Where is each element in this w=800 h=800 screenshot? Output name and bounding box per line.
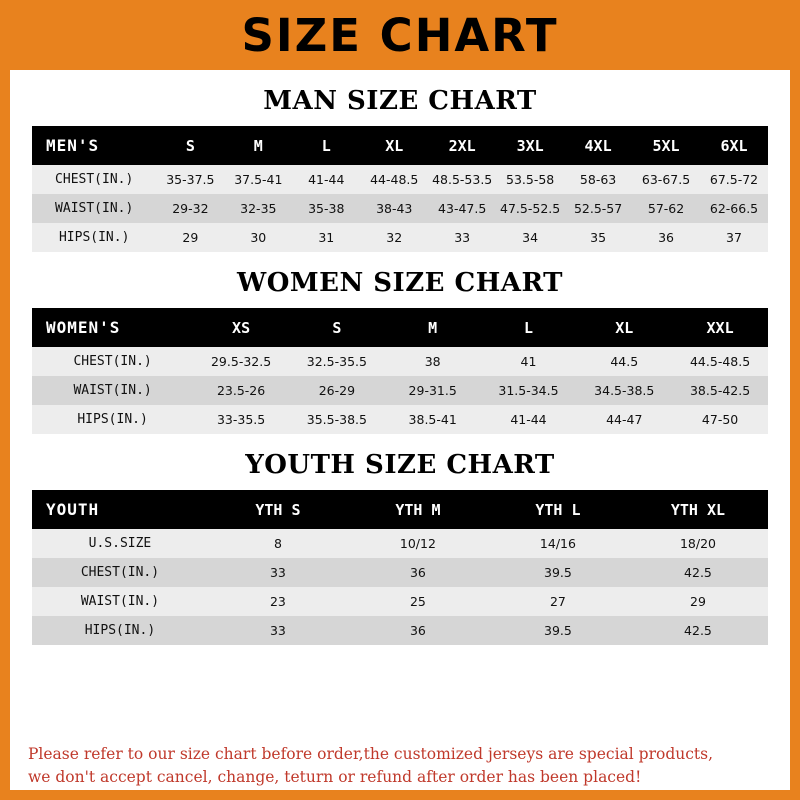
- youth-col-m: YTH M: [395, 500, 441, 519]
- women-hips-label: HIPS(IN.): [77, 412, 148, 427]
- men-col-m: M: [253, 136, 263, 155]
- men-hips-4xl: 35: [590, 230, 607, 245]
- youth-col-l: YTH L: [535, 500, 581, 519]
- men-hips-2xl: 33: [454, 230, 471, 245]
- youth-ussize-xl: 18/20: [679, 536, 716, 551]
- footer-note-line-2: we don't accept cancel, change, teturn or refund after order has been placed!: [28, 767, 642, 786]
- table-header-row: [32, 490, 768, 529]
- women-waist-label: WAIST(IN.): [73, 383, 152, 398]
- men-chest-5xl: 63-67.5: [641, 172, 691, 187]
- table-row: [32, 165, 768, 194]
- men-hips-label: HIPS(IN.): [58, 230, 130, 245]
- men-col-4xl: 4XL: [584, 136, 612, 155]
- men-col-5xl: 5XL: [652, 136, 680, 155]
- women-chest-xl: 44.5: [610, 354, 639, 369]
- men-header-label: MEN'S: [46, 136, 100, 155]
- men-col-s: S: [185, 136, 195, 155]
- men-chest-l: 41-44: [308, 172, 345, 187]
- youth-size-table: [32, 490, 768, 645]
- youth-waist-s: 23: [269, 594, 286, 609]
- women-size-section: [10, 268, 790, 434]
- men-waist-m: 32-35: [240, 201, 277, 216]
- women-col-s: S: [332, 318, 342, 337]
- men-col-xl: XL: [385, 136, 404, 155]
- women-waist-xl: 34.5-38.5: [594, 383, 655, 398]
- men-waist-l: 35-38: [308, 201, 345, 216]
- women-waist-xxl: 38.5-42.5: [689, 383, 751, 398]
- women-hips-xl: 44-47: [606, 412, 643, 427]
- table-row: [32, 616, 768, 645]
- table-row: [32, 529, 768, 558]
- youth-col-xl: YTH XL: [670, 500, 726, 519]
- table-row: [32, 223, 768, 252]
- table-header-row: [32, 126, 768, 165]
- women-waist-l: 31.5-34.5: [498, 383, 559, 398]
- men-section-title: MAN SIZE CHART: [263, 86, 537, 116]
- table-row: [32, 405, 768, 434]
- youth-waist-xl: 29: [690, 594, 706, 609]
- women-col-xl: XL: [615, 318, 634, 337]
- men-chest-m: 37.5-41: [234, 172, 283, 187]
- women-chest-s: 32.5-35.5: [306, 354, 367, 369]
- men-col-3xl: 3XL: [516, 136, 544, 155]
- youth-ussize-l: 14/16: [539, 536, 576, 551]
- men-chest-s: 35-37.5: [166, 172, 215, 187]
- men-chest-2xl: 48.5-53.5: [432, 172, 493, 187]
- table-header-row: [32, 308, 768, 347]
- men-hips-3xl: 34: [522, 230, 539, 245]
- women-hips-s: 35.5-38.5: [306, 412, 367, 427]
- men-waist-label: WAIST(IN.): [55, 201, 134, 216]
- women-chest-m: 38: [424, 354, 441, 369]
- women-col-m: M: [428, 318, 438, 337]
- youth-waist-label: WAIST(IN.): [80, 594, 160, 609]
- men-hips-xl: 32: [386, 230, 403, 245]
- women-chest-xs: 29.5-32.5: [210, 354, 272, 369]
- youth-size-section: [10, 450, 790, 645]
- women-hips-l: 41-44: [510, 412, 547, 427]
- page-header: [0, 0, 800, 70]
- youth-hips-s: 33: [269, 623, 286, 638]
- men-col-l: L: [321, 136, 331, 155]
- youth-chest-s: 33: [269, 565, 286, 580]
- table-row: [32, 587, 768, 616]
- men-size-table: [32, 126, 768, 252]
- women-chest-xxl: 44.5-48.5: [689, 354, 751, 369]
- youth-waist-l: 27: [549, 594, 566, 609]
- women-col-xxl: XXL: [706, 318, 734, 337]
- women-waist-s: 26-29: [318, 383, 356, 398]
- women-chest-l: 41: [520, 354, 537, 369]
- women-hips-xxl: 47-50: [701, 412, 739, 427]
- youth-header-label: YOUTH: [46, 500, 100, 519]
- men-waist-3xl: 47.5-52.5: [500, 201, 561, 216]
- table-row: [32, 558, 768, 587]
- women-header-label: WOMEN'S: [46, 318, 121, 337]
- men-chest-xl: 44-48.5: [370, 172, 419, 187]
- youth-waist-m: 25: [409, 594, 426, 609]
- women-waist-xs: 23.5-26: [216, 383, 266, 398]
- men-chest-4xl: 58-63: [579, 172, 617, 187]
- men-waist-4xl: 52.5-57: [573, 201, 623, 216]
- men-col-6xl: 6XL: [720, 136, 748, 155]
- men-hips-5xl: 36: [658, 230, 674, 245]
- men-col-2xl: 2XL: [448, 136, 476, 155]
- youth-section-title: YOUTH SIZE CHART: [245, 450, 555, 480]
- men-hips-6xl: 37: [726, 230, 742, 245]
- youth-hips-label: HIPS(IN.): [84, 623, 156, 638]
- youth-hips-xl: 42.5: [684, 623, 712, 638]
- women-col-l: L: [523, 318, 533, 337]
- women-hips-m: 38.5-41: [408, 412, 457, 427]
- youth-ussize-s: 8: [273, 536, 282, 551]
- footer-note-line-1: Please refer to our size chart before order,the customized jerseys are special products,: [28, 745, 714, 764]
- youth-chest-m: 36: [409, 565, 426, 580]
- men-waist-2xl: 43-47.5: [438, 201, 487, 216]
- women-col-xs: XS: [232, 318, 251, 337]
- youth-chest-xl: 42.5: [684, 565, 712, 580]
- men-chest-label: CHEST(IN.): [55, 172, 134, 187]
- men-waist-6xl: 62-66.5: [709, 201, 759, 216]
- table-row: [32, 194, 768, 223]
- table-row: [32, 376, 768, 405]
- women-chest-label: CHEST(IN.): [73, 354, 152, 369]
- men-chest-6xl: 67.5-72: [709, 172, 759, 187]
- men-chest-3xl: 53.5-58: [506, 172, 555, 187]
- table-row: [32, 347, 768, 376]
- women-size-table: [32, 308, 768, 434]
- women-section-title: WOMEN SIZE CHART: [237, 268, 563, 298]
- men-hips-l: 31: [318, 230, 335, 245]
- men-waist-s: 29-32: [172, 201, 209, 216]
- youth-col-s: YTH S: [255, 500, 301, 519]
- women-hips-xs: 33-35.5: [216, 412, 266, 427]
- youth-hips-l: 39.5: [544, 623, 572, 638]
- men-waist-5xl: 57-62: [647, 201, 685, 216]
- page-title: SIZE CHART: [241, 8, 559, 62]
- men-size-section: [10, 86, 790, 252]
- men-hips-s: 29: [182, 230, 199, 245]
- youth-chest-l: 39.5: [544, 565, 572, 580]
- youth-ussize-label: U.S.SIZE: [88, 536, 152, 551]
- women-waist-m: 29-31.5: [408, 383, 457, 398]
- youth-hips-m: 36: [409, 623, 426, 638]
- youth-chest-label: CHEST(IN.): [80, 565, 160, 580]
- men-waist-xl: 38-43: [376, 201, 413, 216]
- bottom-accent-bar: [0, 790, 800, 800]
- youth-ussize-m: 10/12: [399, 536, 436, 551]
- men-hips-m: 30: [250, 230, 267, 245]
